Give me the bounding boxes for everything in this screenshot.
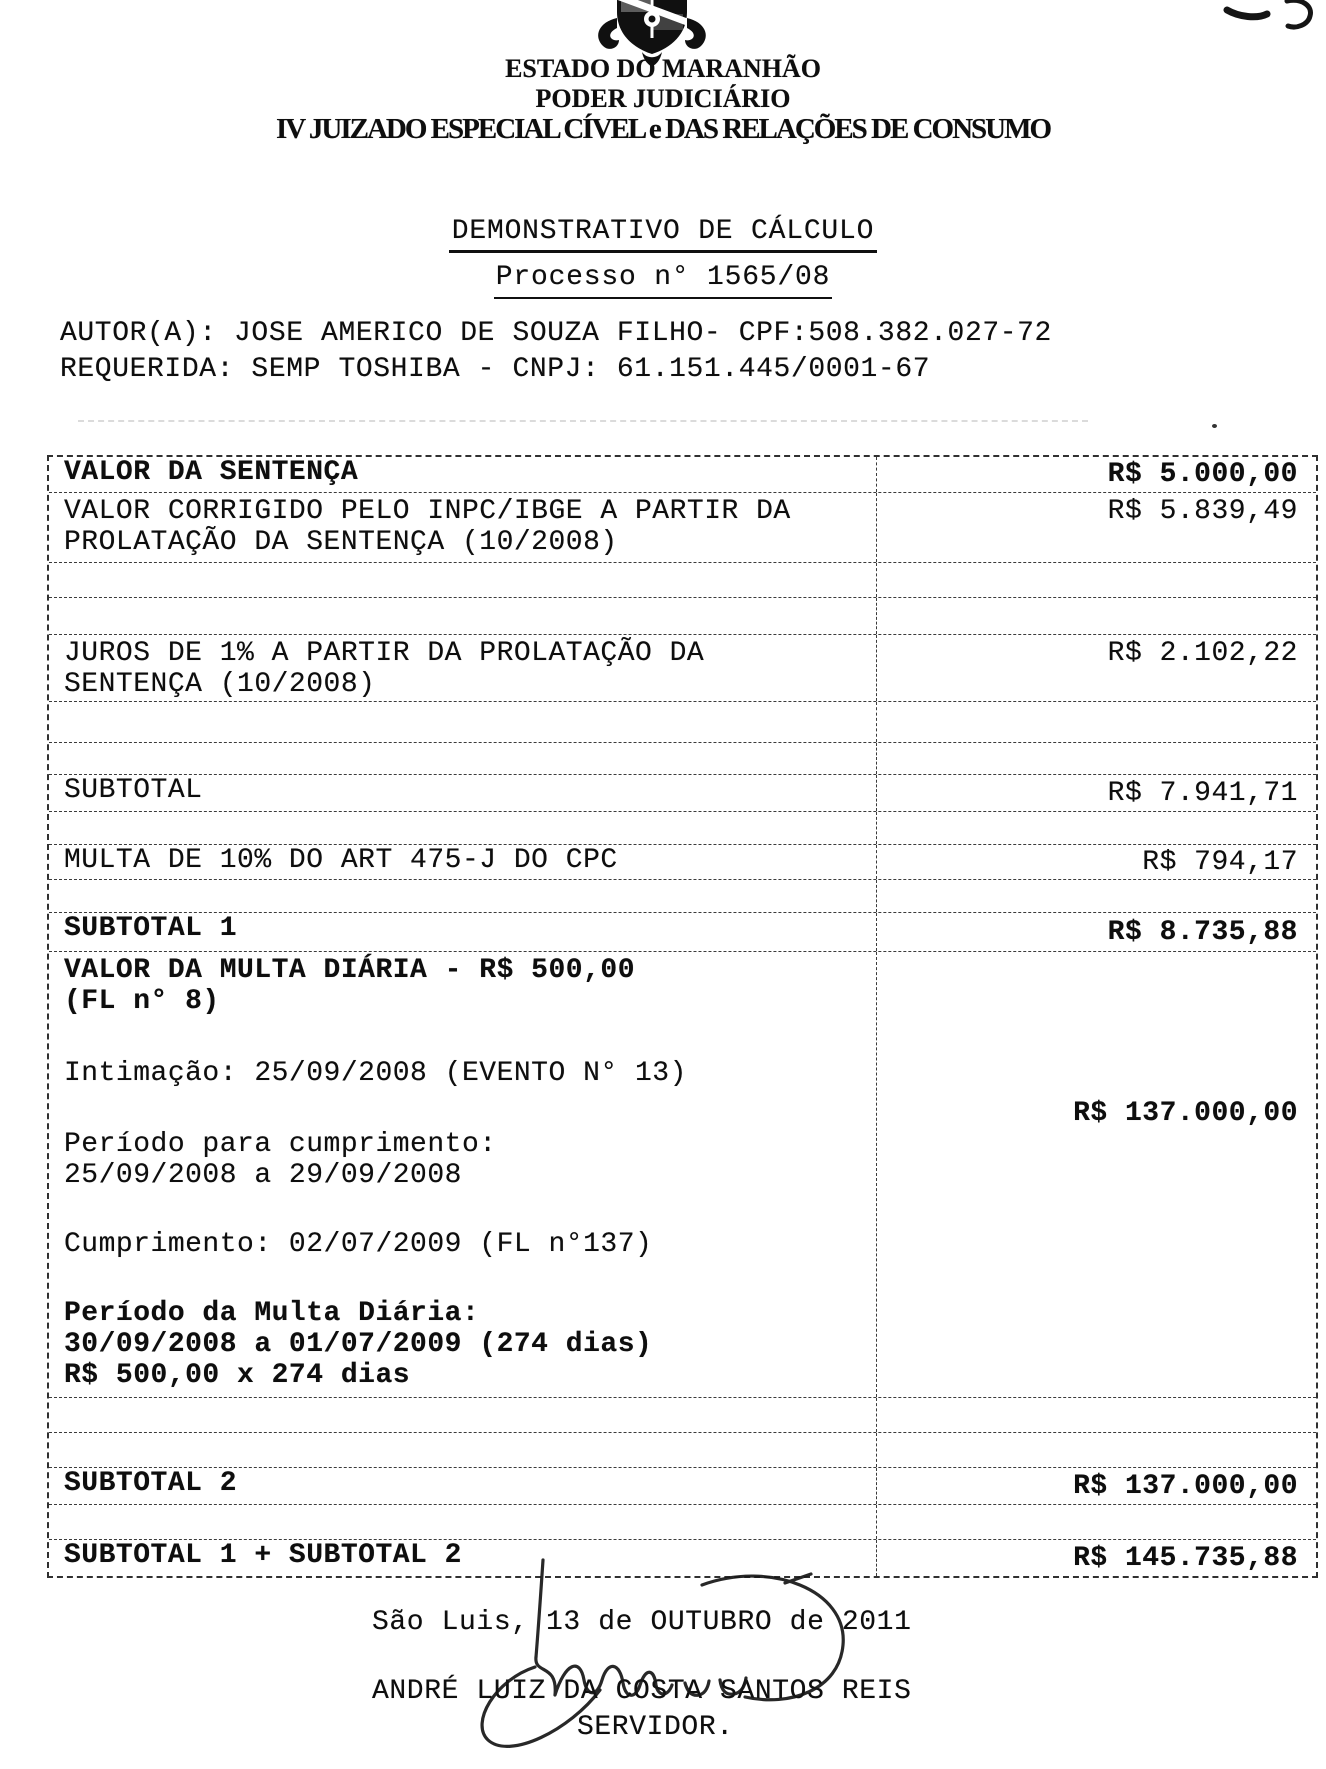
row-value: R$ 5.839,49 xyxy=(1107,496,1298,527)
row-value: R$ 2.102,22 xyxy=(1107,638,1298,669)
row-label: MULTA DE 10% DO ART 475-J DO CPC xyxy=(49,845,877,879)
empty-row xyxy=(49,1398,1316,1433)
row-juros xyxy=(49,635,1316,702)
ink-speck xyxy=(1212,424,1217,428)
periodo-multa-label: Período da Multa Diária: xyxy=(64,1298,480,1329)
org-name-branch: PODER JUDICIÁRIO xyxy=(535,84,791,113)
row-label: SUBTOTAL xyxy=(49,775,877,811)
empty-row xyxy=(49,812,1316,845)
row-value: R$ 794,17 xyxy=(1142,846,1298,878)
periodo-cumprimento-label: Período para cumprimento: xyxy=(64,1129,497,1160)
empty-row xyxy=(49,1433,1316,1468)
multa-title: VALOR DA MULTA DIÁRIA - R$ 500,00 xyxy=(64,955,635,986)
row-valor-corrigido xyxy=(49,493,1316,563)
intimacao-line: Intimação: 25/09/2008 (EVENTO N° 13) xyxy=(64,1058,687,1089)
row-value: R$ 5.000,00 xyxy=(1107,459,1298,490)
requerida-line: REQUERIDA: SEMP TOSHIBA - CNPJ: 61.151.445/0001-67 xyxy=(60,354,931,385)
calculation-table xyxy=(47,455,1318,1578)
multa-diaria-detail xyxy=(49,952,877,1397)
row-multa-diaria xyxy=(49,952,1316,1398)
periodo-cumprimento-value: 25/09/2008 a 29/09/2008 xyxy=(64,1160,462,1191)
empty-row xyxy=(49,880,1316,913)
row-label: SUBTOTAL 1 xyxy=(49,913,877,951)
row-label: SUBTOTAL 1 + SUBTOTAL 2 xyxy=(49,1540,877,1576)
multa-calculo: R$ 500,00 x 274 dias xyxy=(64,1360,411,1391)
letterhead xyxy=(0,54,1326,144)
handwritten-corner-mark-icon xyxy=(1215,0,1326,47)
row-label: VALOR DA SENTENÇA xyxy=(49,457,877,492)
row-value: R$ 145.735,88 xyxy=(1073,1542,1298,1574)
row-subtotal xyxy=(49,775,1316,812)
row-value: R$ 137.000,00 xyxy=(1073,1098,1298,1129)
parties-block xyxy=(60,316,1052,388)
org-name-court: IV JUIZADO ESPECIAL CÍVEL e DAS RELAÇÕES DE CONSUMO xyxy=(275,113,1051,145)
process-number: Processo n° 1565/08 xyxy=(0,262,1326,293)
row-value: R$ 7.941,71 xyxy=(1107,777,1298,809)
row-total xyxy=(49,1540,1316,1576)
autor-line: AUTOR(A): JOSE AMERICO DE SOUZA FILHO- CPF:508.382.027-72 xyxy=(60,318,1052,349)
periodo-multa-value: 30/09/2008 a 01/07/2009 (274 dias) xyxy=(64,1329,653,1360)
row-value: R$ 137.000,00 xyxy=(1073,1470,1298,1502)
document-title: DEMONSTRATIVO DE CÁLCULO xyxy=(0,216,1326,247)
signer-name: ANDRÉ LUIZ DA COSTA SANTOS REIS xyxy=(372,1676,912,1707)
empty-row xyxy=(49,743,1316,775)
scan-ghost-line xyxy=(78,420,1088,422)
row-subtotal-1 xyxy=(49,913,1316,952)
multa-title-ref: (FL n° 8) xyxy=(64,986,220,1017)
empty-row xyxy=(49,563,1316,598)
org-name-state: ESTADO DO MARANHÃO xyxy=(505,54,821,83)
row-multa-10 xyxy=(49,845,1316,880)
row-label: SUBTOTAL 2 xyxy=(49,1468,877,1504)
row-label: VALOR CORRIGIDO PELO INPC/IBGE A PARTIR DA PROLATAÇÃO DA SENTENÇA (10/2008) xyxy=(49,493,877,562)
row-subtotal-2 xyxy=(49,1468,1316,1505)
cumprimento-line: Cumprimento: 02/07/2009 (FL n°137) xyxy=(64,1229,653,1260)
date-line: São Luis, 13 de OUTUBRO de 2011 xyxy=(372,1607,912,1638)
row-value: R$ 8.735,88 xyxy=(1107,916,1298,948)
empty-row xyxy=(49,1505,1316,1540)
empty-row xyxy=(49,598,1316,635)
signer-role: SERVIDOR. xyxy=(577,1712,734,1743)
empty-row xyxy=(49,702,1316,743)
row-valor-sentenca xyxy=(49,457,1316,493)
row-label: JUROS DE 1% A PARTIR DA PROLATAÇÃO DA SENTENÇA (10/2008) xyxy=(49,635,877,701)
